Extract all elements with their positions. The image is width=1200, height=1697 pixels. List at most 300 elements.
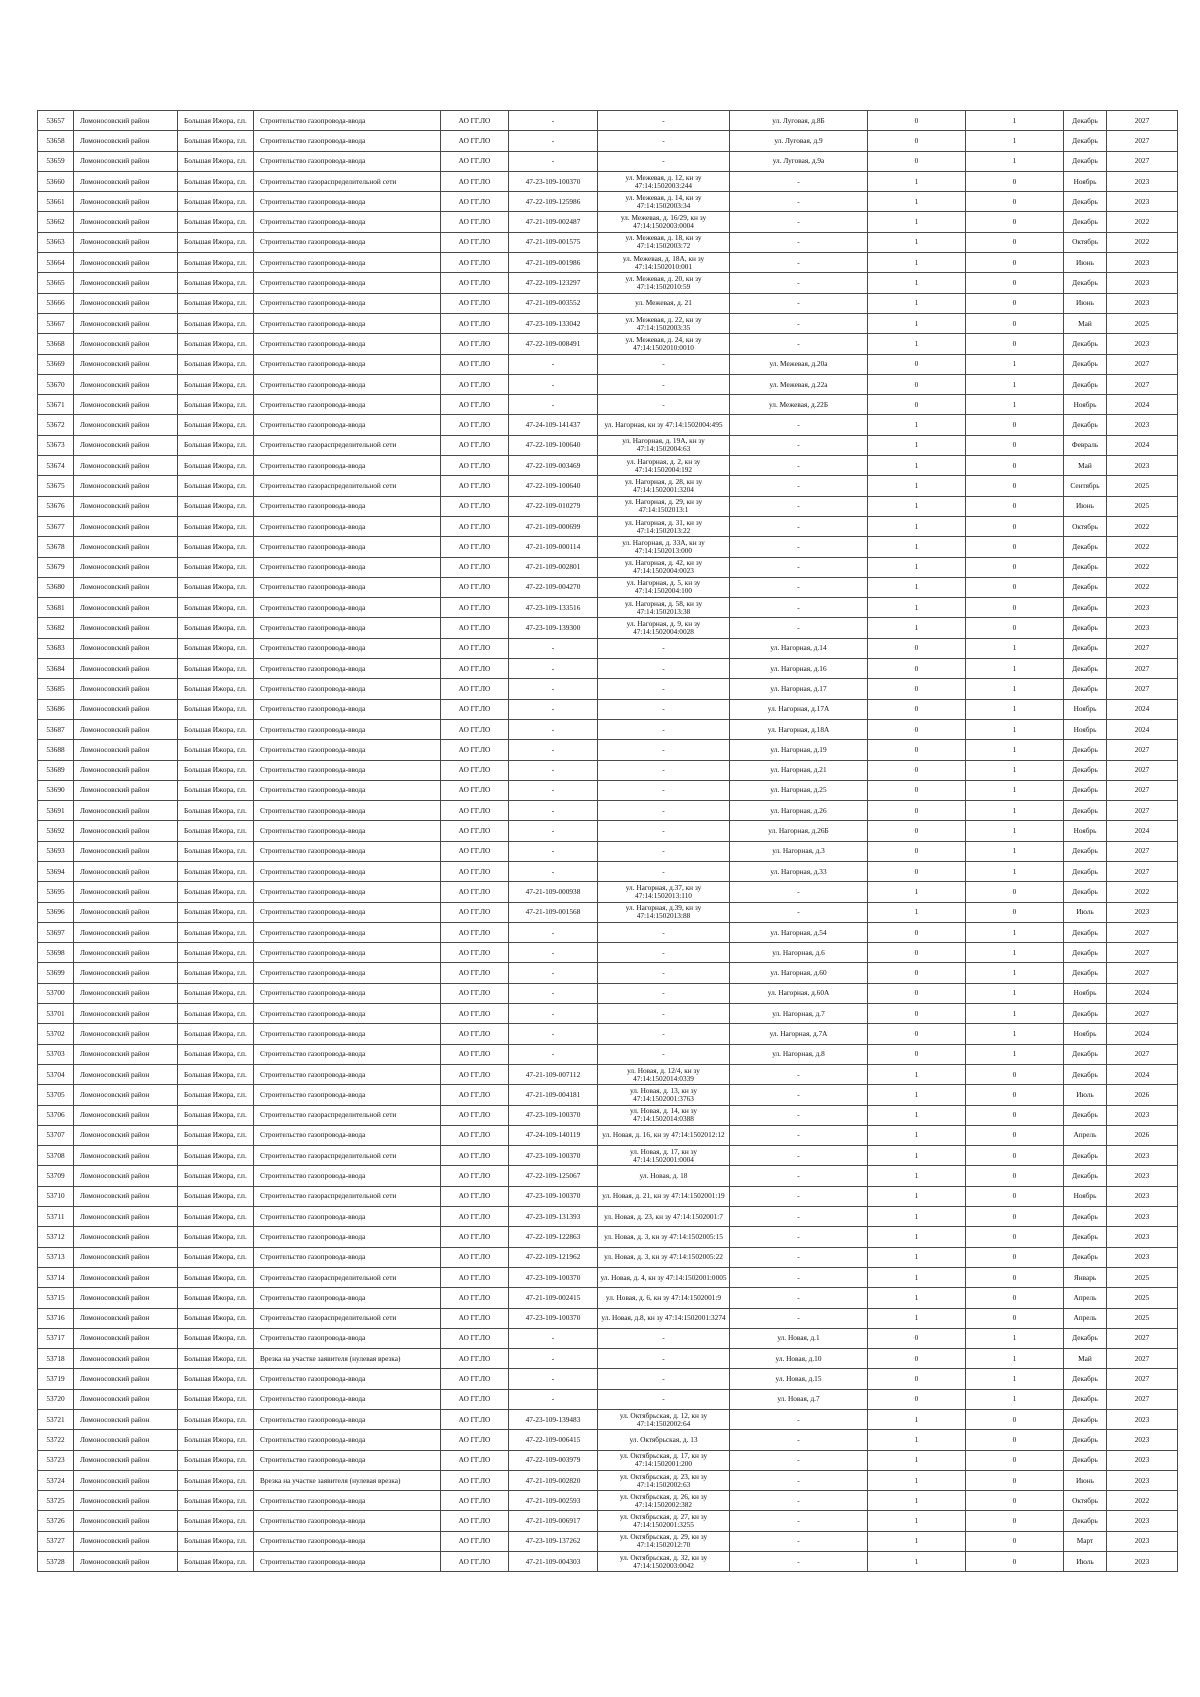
address-cell: -: [730, 273, 868, 293]
count-a-cell: 1: [868, 1450, 966, 1470]
row-number-cell: 53727: [38, 1531, 74, 1551]
year-cell: 2027: [1107, 659, 1178, 679]
settlement-cell: Большая Ижора, г.п.: [178, 780, 254, 800]
row-number-cell: 53728: [38, 1552, 74, 1572]
year-cell: 2023: [1107, 902, 1178, 922]
cadastral-address-cell: ул. Межевая, д. 14, кн зу 47:14:1502003:34: [598, 192, 730, 212]
work-type-cell: Строительство газопровода-ввода: [254, 192, 441, 212]
year-cell: 2025: [1107, 1288, 1178, 1308]
work-type-cell: Строительство газопровода-ввода: [254, 1125, 441, 1145]
settlement-cell: Большая Ижора, г.п.: [178, 1491, 254, 1511]
table-row: [38, 699, 1178, 719]
count-a-cell: 1: [868, 435, 966, 455]
year-cell: 2023: [1107, 1450, 1178, 1470]
table-row: [38, 1470, 1178, 1490]
address-cell: -: [730, 537, 868, 557]
settlement-cell: Большая Ижора, г.п.: [178, 1146, 254, 1166]
settlement-cell: Большая Ижора, г.п.: [178, 516, 254, 536]
operator-cell: АО ГГ.ЛО: [441, 192, 509, 212]
work-type-cell: Строительство газопровода-ввода: [254, 598, 441, 618]
contract-number-cell: 47-23-109-100370: [509, 1267, 598, 1287]
district-cell: Ломоносовский район: [74, 1004, 178, 1024]
contract-number-cell: 47-22-109-003469: [509, 456, 598, 476]
month-cell: Декабрь: [1064, 1450, 1107, 1470]
month-cell: Декабрь: [1064, 1511, 1107, 1531]
district-cell: Ломоносовский район: [74, 801, 178, 821]
table-row: [38, 1328, 1178, 1348]
operator-cell: АО ГГ.ЛО: [441, 1410, 509, 1430]
settlement-cell: Большая Ижора, г.п.: [178, 111, 254, 131]
operator-cell: АО ГГ.ЛО: [441, 1064, 509, 1084]
cadastral-address-cell: ул. Новая, д. 14, кн зу 47:14:1502014:0388: [598, 1105, 730, 1125]
settlement-cell: Большая Ижора, г.п.: [178, 232, 254, 252]
settlement-cell: Большая Ижора, г.п.: [178, 334, 254, 354]
table-row: [38, 1166, 1178, 1186]
count-a-cell: 1: [868, 1552, 966, 1572]
work-type-cell: Строительство газопровода-ввода: [254, 151, 441, 171]
settlement-cell: Большая Ижора, г.п.: [178, 212, 254, 232]
month-cell: Декабрь: [1064, 1389, 1107, 1409]
cadastral-address-cell: -: [598, 1369, 730, 1389]
work-type-cell: Строительство газопровода-ввода: [254, 821, 441, 841]
count-a-cell: 0: [868, 780, 966, 800]
row-number-cell: 53668: [38, 334, 74, 354]
year-cell: 2027: [1107, 638, 1178, 658]
contract-number-cell: -: [509, 374, 598, 394]
month-cell: Декабрь: [1064, 841, 1107, 861]
contract-number-cell: -: [509, 1349, 598, 1369]
settlement-cell: Большая Ижора, г.п.: [178, 1349, 254, 1369]
district-cell: Ломоносовский район: [74, 1207, 178, 1227]
count-b-cell: 1: [966, 780, 1064, 800]
district-cell: Ломоносовский район: [74, 861, 178, 881]
row-number-cell: 53708: [38, 1146, 74, 1166]
contract-number-cell: 47-23-109-100370: [509, 1146, 598, 1166]
contract-number-cell: -: [509, 131, 598, 151]
month-cell: Ноябрь: [1064, 1186, 1107, 1206]
work-type-cell: Строительство газопровода-ввода: [254, 1207, 441, 1227]
row-number-cell: 53695: [38, 882, 74, 902]
operator-cell: АО ГГ.ЛО: [441, 171, 509, 191]
count-b-cell: 1: [966, 638, 1064, 658]
district-cell: Ломоносовский район: [74, 1470, 178, 1490]
year-cell: 2026: [1107, 1085, 1178, 1105]
address-cell: -: [730, 1227, 868, 1247]
contract-number-cell: 47-23-109-133042: [509, 313, 598, 333]
cadastral-address-cell: -: [598, 1044, 730, 1064]
address-cell: -: [730, 313, 868, 333]
count-b-cell: 1: [966, 354, 1064, 374]
work-type-cell: Строительство газопровода-ввода: [254, 719, 441, 739]
contract-number-cell: -: [509, 780, 598, 800]
operator-cell: АО ГГ.ЛО: [441, 1186, 509, 1206]
district-cell: Ломоносовский район: [74, 821, 178, 841]
count-a-cell: 0: [868, 659, 966, 679]
count-a-cell: 0: [868, 719, 966, 739]
table-row: [38, 902, 1178, 922]
month-cell: Декабрь: [1064, 1247, 1107, 1267]
count-b-cell: 0: [966, 1064, 1064, 1084]
count-b-cell: 0: [966, 1430, 1064, 1450]
count-b-cell: 0: [966, 496, 1064, 516]
cadastral-address-cell: ул. Новая, д.8, кн зу 47:14:1502001:3274: [598, 1308, 730, 1328]
year-cell: 2022: [1107, 212, 1178, 232]
count-b-cell: 1: [966, 151, 1064, 171]
district-cell: Ломоносовский район: [74, 1227, 178, 1247]
settlement-cell: Большая Ижора, г.п.: [178, 638, 254, 658]
address-cell: ул. Нагорная, д.60А: [730, 983, 868, 1003]
count-b-cell: 1: [966, 374, 1064, 394]
address-cell: -: [730, 1410, 868, 1430]
address-cell: -: [730, 1105, 868, 1125]
contract-number-cell: -: [509, 1369, 598, 1389]
operator-cell: АО ГГ.ЛО: [441, 151, 509, 171]
operator-cell: АО ГГ.ЛО: [441, 983, 509, 1003]
work-type-cell: Строительство газопровода-ввода: [254, 983, 441, 1003]
cadastral-address-cell: ул. Межевая, д. 16/29, кн зу 47:14:1502003:0004: [598, 212, 730, 232]
address-cell: -: [730, 1166, 868, 1186]
table-row: [38, 963, 1178, 983]
count-a-cell: 1: [868, 1064, 966, 1084]
year-cell: 2023: [1107, 1166, 1178, 1186]
settlement-cell: Большая Ижора, г.п.: [178, 699, 254, 719]
settlement-cell: Большая Ижора, г.п.: [178, 293, 254, 313]
contract-number-cell: -: [509, 983, 598, 1003]
work-type-cell: Строительство газораспределительной сети: [254, 1146, 441, 1166]
table-row: [38, 1064, 1178, 1084]
count-a-cell: 1: [868, 882, 966, 902]
count-a-cell: 1: [868, 537, 966, 557]
settlement-cell: Большая Ижора, г.п.: [178, 557, 254, 577]
month-cell: Декабрь: [1064, 1369, 1107, 1389]
address-cell: ул. Новая, д.10: [730, 1349, 868, 1369]
district-cell: Ломоносовский район: [74, 151, 178, 171]
district-cell: Ломоносовский район: [74, 1125, 178, 1145]
count-b-cell: 0: [966, 334, 1064, 354]
contract-number-cell: -: [509, 659, 598, 679]
contract-number-cell: -: [509, 963, 598, 983]
year-cell: 2023: [1107, 1146, 1178, 1166]
operator-cell: АО ГГ.ЛО: [441, 395, 509, 415]
table-row: [38, 1207, 1178, 1227]
contract-number-cell: 47-22-109-100640: [509, 435, 598, 455]
row-number-cell: 53676: [38, 496, 74, 516]
count-a-cell: 1: [868, 1470, 966, 1490]
settlement-cell: Большая Ижора, г.п.: [178, 476, 254, 496]
address-cell: -: [730, 902, 868, 922]
address-cell: -: [730, 1511, 868, 1531]
contract-number-cell: 47-21-109-002415: [509, 1288, 598, 1308]
address-cell: ул. Луговая, д.9: [730, 131, 868, 151]
table-row: [38, 841, 1178, 861]
count-b-cell: 1: [966, 1328, 1064, 1348]
cadastral-address-cell: ул. Нагорная, д. 31, кн зу 47:14:1502013:22: [598, 516, 730, 536]
contract-number-cell: 47-23-109-139300: [509, 618, 598, 638]
year-cell: 2025: [1107, 313, 1178, 333]
month-cell: Декабрь: [1064, 598, 1107, 618]
contract-number-cell: 47-21-109-006917: [509, 1511, 598, 1531]
operator-cell: АО ГГ.ЛО: [441, 699, 509, 719]
count-a-cell: 0: [868, 679, 966, 699]
count-a-cell: 1: [868, 496, 966, 516]
address-cell: -: [730, 1430, 868, 1450]
year-cell: 2023: [1107, 1470, 1178, 1490]
cadastral-address-cell: -: [598, 821, 730, 841]
count-a-cell: 1: [868, 192, 966, 212]
operator-cell: АО ГГ.ЛО: [441, 719, 509, 739]
contract-number-cell: 47-22-109-010279: [509, 496, 598, 516]
operator-cell: АО ГГ.ЛО: [441, 821, 509, 841]
year-cell: 2024: [1107, 699, 1178, 719]
count-a-cell: 0: [868, 801, 966, 821]
table-row: [38, 111, 1178, 131]
address-cell: ул. Нагорная, д.17: [730, 679, 868, 699]
operator-cell: АО ГГ.ЛО: [441, 1328, 509, 1348]
settlement-cell: Большая Ижора, г.п.: [178, 395, 254, 415]
contract-number-cell: -: [509, 1044, 598, 1064]
operator-cell: АО ГГ.ЛО: [441, 963, 509, 983]
year-cell: 2027: [1107, 354, 1178, 374]
district-cell: Ломоносовский район: [74, 496, 178, 516]
count-a-cell: 0: [868, 740, 966, 760]
operator-cell: АО ГГ.ЛО: [441, 1207, 509, 1227]
settlement-cell: Большая Ижора, г.п.: [178, 1166, 254, 1186]
cadastral-address-cell: -: [598, 1349, 730, 1369]
cadastral-address-cell: ул. Новая, д. 18: [598, 1166, 730, 1186]
cadastral-address-cell: -: [598, 1389, 730, 1409]
year-cell: 2027: [1107, 1389, 1178, 1409]
operator-cell: АО ГГ.ЛО: [441, 1369, 509, 1389]
row-number-cell: 53715: [38, 1288, 74, 1308]
month-cell: Декабрь: [1064, 1105, 1107, 1125]
work-type-cell: Строительство газопровода-ввода: [254, 1410, 441, 1430]
month-cell: Ноябрь: [1064, 171, 1107, 191]
count-b-cell: 0: [966, 232, 1064, 252]
operator-cell: АО ГГ.ЛО: [441, 902, 509, 922]
operator-cell: АО ГГ.ЛО: [441, 516, 509, 536]
work-type-cell: Строительство газопровода-ввода: [254, 1247, 441, 1267]
count-a-cell: 1: [868, 1511, 966, 1531]
row-number-cell: 53707: [38, 1125, 74, 1145]
row-number-cell: 53692: [38, 821, 74, 841]
year-cell: 2022: [1107, 1491, 1178, 1511]
row-number-cell: 53664: [38, 253, 74, 273]
work-type-cell: Строительство газопровода-ввода: [254, 943, 441, 963]
table-row: [38, 232, 1178, 252]
address-cell: ул. Нагорная, д.7: [730, 1004, 868, 1024]
work-type-cell: Строительство газопровода-ввода: [254, 1044, 441, 1064]
month-cell: Май: [1064, 1349, 1107, 1369]
settlement-cell: Большая Ижора, г.п.: [178, 1552, 254, 1572]
row-number-cell: 53683: [38, 638, 74, 658]
month-cell: Ноябрь: [1064, 395, 1107, 415]
count-a-cell: 1: [868, 1125, 966, 1145]
count-b-cell: 1: [966, 740, 1064, 760]
year-cell: 2023: [1107, 1227, 1178, 1247]
settlement-cell: Большая Ижора, г.п.: [178, 679, 254, 699]
month-cell: Декабрь: [1064, 801, 1107, 821]
operator-cell: АО ГГ.ЛО: [441, 456, 509, 476]
month-cell: Июнь: [1064, 1470, 1107, 1490]
cadastral-address-cell: ул. Новая, д. 4, кн зу 47:14:1502001:0005: [598, 1267, 730, 1287]
settlement-cell: Большая Ижора, г.п.: [178, 313, 254, 333]
row-number-cell: 53706: [38, 1105, 74, 1125]
row-number-cell: 53719: [38, 1369, 74, 1389]
cadastral-address-cell: ул. Новая, д. 23, кн зу 47:14:1502001:7: [598, 1207, 730, 1227]
table-row: [38, 253, 1178, 273]
count-a-cell: 1: [868, 1430, 966, 1450]
count-a-cell: 0: [868, 699, 966, 719]
contract-number-cell: 47-23-109-139483: [509, 1410, 598, 1430]
contract-number-cell: 47-22-109-003979: [509, 1450, 598, 1470]
month-cell: Декабрь: [1064, 1004, 1107, 1024]
cadastral-address-cell: ул. Межевая, д. 21: [598, 293, 730, 313]
contract-number-cell: 47-21-109-000699: [509, 516, 598, 536]
table-row: [38, 1085, 1178, 1105]
work-type-cell: Строительство газопровода-ввода: [254, 882, 441, 902]
operator-cell: АО ГГ.ЛО: [441, 1389, 509, 1409]
cadastral-address-cell: ул. Межевая, д. 22, кн зу 47:14:1502003:35: [598, 313, 730, 333]
district-cell: Ломоносовский район: [74, 516, 178, 536]
contract-number-cell: -: [509, 1328, 598, 1348]
contract-number-cell: -: [509, 638, 598, 658]
table-row: [38, 1247, 1178, 1267]
cadastral-address-cell: ул. Межевая, д. 18, кн зу 47:14:1502003:72: [598, 232, 730, 252]
count-b-cell: 0: [966, 1531, 1064, 1551]
table-row: [38, 577, 1178, 597]
operator-cell: АО ГГ.ЛО: [441, 496, 509, 516]
table-row: [38, 1552, 1178, 1572]
month-cell: Апрель: [1064, 1308, 1107, 1328]
district-cell: Ломоносовский район: [74, 922, 178, 942]
district-cell: Ломоносовский район: [74, 1430, 178, 1450]
contract-number-cell: 47-22-109-004270: [509, 577, 598, 597]
row-number-cell: 53661: [38, 192, 74, 212]
count-b-cell: 1: [966, 963, 1064, 983]
district-cell: Ломоносовский район: [74, 1166, 178, 1186]
contract-number-cell: 47-21-109-001575: [509, 232, 598, 252]
contract-number-cell: 47-21-109-000114: [509, 537, 598, 557]
work-type-cell: Строительство газопровода-ввода: [254, 1491, 441, 1511]
month-cell: Февраль: [1064, 435, 1107, 455]
month-cell: Декабрь: [1064, 618, 1107, 638]
work-type-cell: Строительство газопровода-ввода: [254, 618, 441, 638]
month-cell: Май: [1064, 456, 1107, 476]
operator-cell: АО ГГ.ЛО: [441, 1085, 509, 1105]
contract-number-cell: -: [509, 111, 598, 131]
address-cell: ул. Нагорная, д.7А: [730, 1024, 868, 1044]
year-cell: 2022: [1107, 882, 1178, 902]
work-type-cell: Строительство газопровода-ввода: [254, 902, 441, 922]
address-cell: ул. Луговая, д.9а: [730, 151, 868, 171]
address-cell: -: [730, 415, 868, 435]
count-a-cell: 0: [868, 1369, 966, 1389]
address-cell: -: [730, 496, 868, 516]
count-b-cell: 0: [966, 192, 1064, 212]
work-type-cell: Строительство газораспределительной сети: [254, 171, 441, 191]
district-cell: Ломоносовский район: [74, 679, 178, 699]
operator-cell: АО ГГ.ЛО: [441, 476, 509, 496]
operator-cell: АО ГГ.ЛО: [441, 618, 509, 638]
year-cell: 2023: [1107, 1105, 1178, 1125]
month-cell: Июнь: [1064, 496, 1107, 516]
cadastral-address-cell: -: [598, 841, 730, 861]
year-cell: 2022: [1107, 557, 1178, 577]
work-type-cell: Строительство газопровода-ввода: [254, 1552, 441, 1572]
address-cell: ул. Новая, д.7: [730, 1389, 868, 1409]
count-a-cell: 0: [868, 374, 966, 394]
work-type-cell: Строительство газопровода-ввода: [254, 1166, 441, 1186]
count-b-cell: 0: [966, 1410, 1064, 1430]
month-cell: Июль: [1064, 1552, 1107, 1572]
district-cell: Ломоносовский район: [74, 598, 178, 618]
month-cell: Декабрь: [1064, 638, 1107, 658]
operator-cell: АО ГГ.ЛО: [441, 253, 509, 273]
table-row: [38, 273, 1178, 293]
settlement-cell: Большая Ижора, г.п.: [178, 1511, 254, 1531]
address-cell: ул. Новая, д.15: [730, 1369, 868, 1389]
district-cell: Ломоносовский район: [74, 171, 178, 191]
count-a-cell: 1: [868, 1105, 966, 1125]
table-row: [38, 395, 1178, 415]
count-b-cell: 1: [966, 131, 1064, 151]
cadastral-address-cell: -: [598, 395, 730, 415]
work-type-cell: Строительство газопровода-ввода: [254, 537, 441, 557]
count-b-cell: 0: [966, 253, 1064, 273]
row-number-cell: 53701: [38, 1004, 74, 1024]
row-number-cell: 53725: [38, 1491, 74, 1511]
address-cell: ул. Нагорная, д.60: [730, 963, 868, 983]
count-b-cell: 0: [966, 598, 1064, 618]
month-cell: Декабрь: [1064, 354, 1107, 374]
district-cell: Ломоносовский район: [74, 1085, 178, 1105]
count-b-cell: 0: [966, 537, 1064, 557]
table-row: [38, 1105, 1178, 1125]
count-b-cell: 0: [966, 1146, 1064, 1166]
count-a-cell: 1: [868, 516, 966, 536]
work-type-cell: Строительство газопровода-ввода: [254, 374, 441, 394]
cadastral-address-cell: -: [598, 740, 730, 760]
count-b-cell: 0: [966, 1288, 1064, 1308]
cadastral-address-cell: ул. Нагорная, д. 28, кн зу 47:14:1502001:3204: [598, 476, 730, 496]
operator-cell: АО ГГ.ЛО: [441, 111, 509, 131]
contract-number-cell: 47-24-109-141437: [509, 415, 598, 435]
gasification-schedule-table: [37, 110, 1178, 1572]
table-row: [38, 760, 1178, 780]
cadastral-address-cell: ул. Новая, д. 21, кн зу 47:14:1502001:19: [598, 1186, 730, 1206]
year-cell: 2027: [1107, 963, 1178, 983]
count-a-cell: 1: [868, 456, 966, 476]
count-a-cell: 1: [868, 334, 966, 354]
count-b-cell: 0: [966, 293, 1064, 313]
contract-number-cell: 47-22-109-122863: [509, 1227, 598, 1247]
row-number-cell: 53700: [38, 983, 74, 1003]
contract-number-cell: -: [509, 395, 598, 415]
work-type-cell: Строительство газопровода-ввода: [254, 740, 441, 760]
district-cell: Ломоносовский район: [74, 1308, 178, 1328]
count-b-cell: 0: [966, 516, 1064, 536]
operator-cell: АО ГГ.ЛО: [441, 1044, 509, 1064]
operator-cell: АО ГГ.ЛО: [441, 212, 509, 232]
settlement-cell: Большая Ижора, г.п.: [178, 1125, 254, 1145]
row-number-cell: 53717: [38, 1328, 74, 1348]
table-row: [38, 780, 1178, 800]
count-b-cell: 1: [966, 659, 1064, 679]
month-cell: Ноябрь: [1064, 983, 1107, 1003]
row-number-cell: 53720: [38, 1389, 74, 1409]
month-cell: Декабрь: [1064, 1166, 1107, 1186]
settlement-cell: Большая Ижора, г.п.: [178, 1288, 254, 1308]
